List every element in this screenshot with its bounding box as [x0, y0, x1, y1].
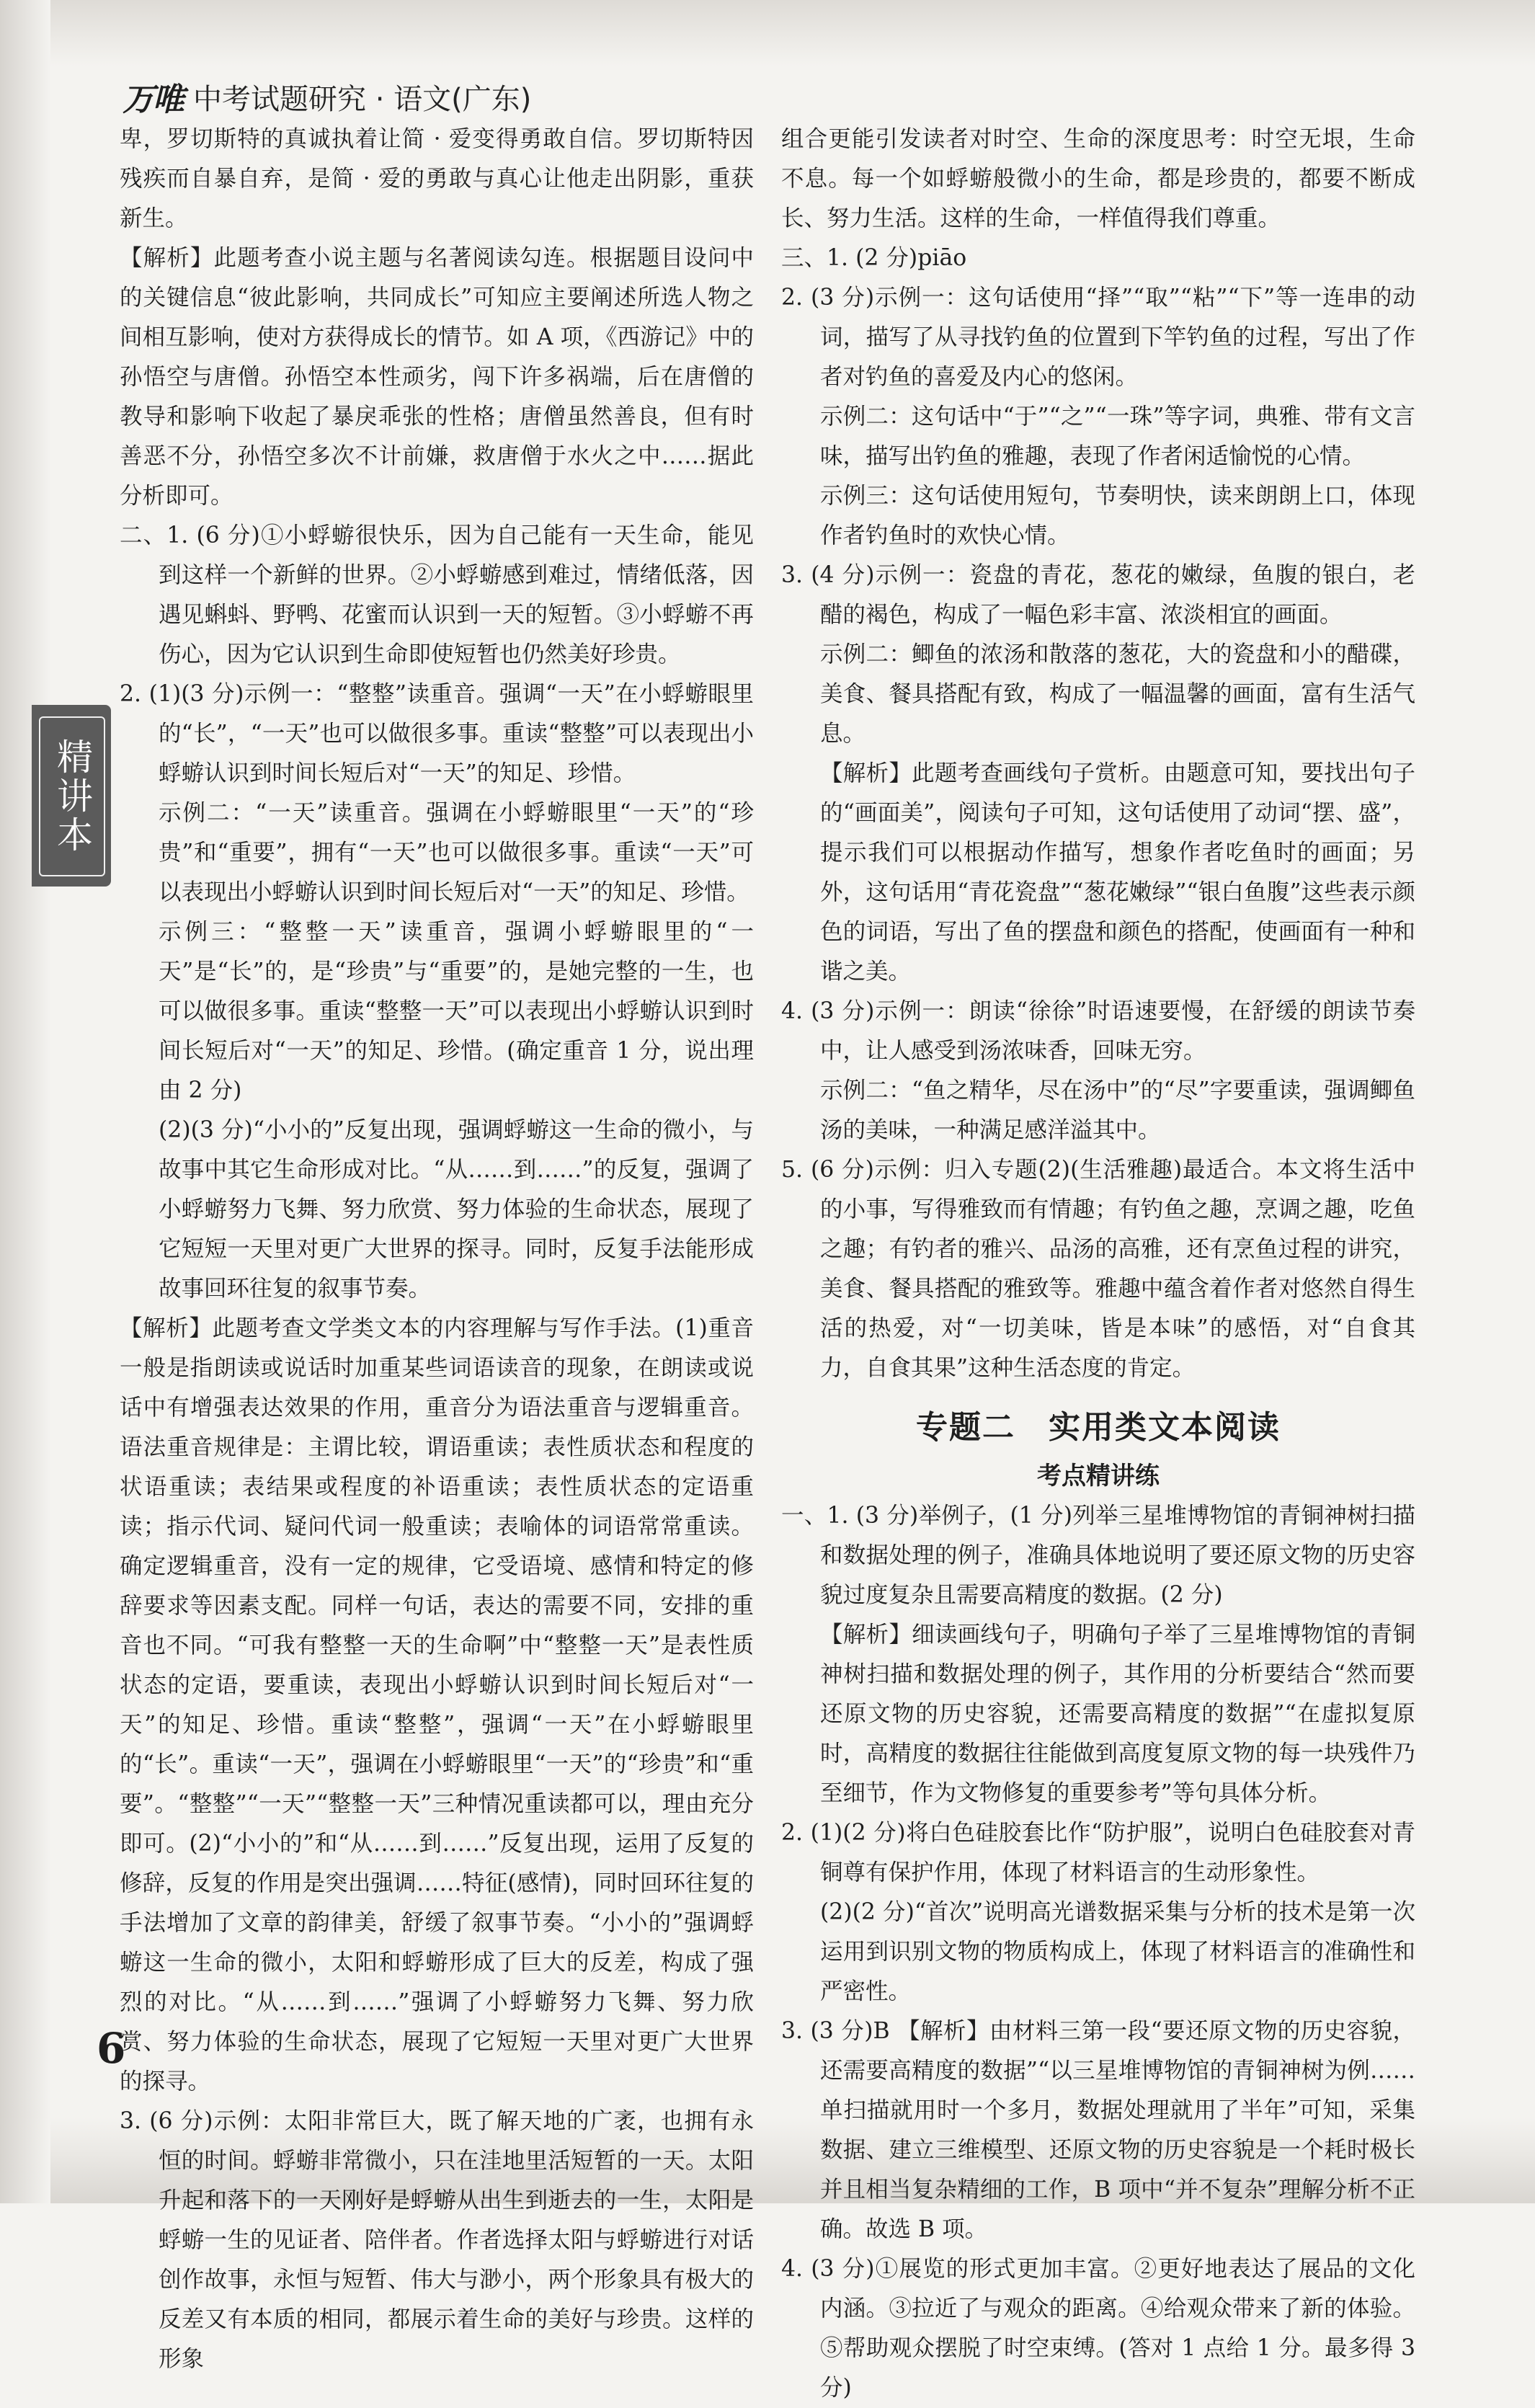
brand-logo: 万唯: [123, 81, 183, 118]
answer-item: 2. (3 分)示例一：这句话使用“择”“取”“粘”“下”等一连串的动词，描写了从寻找钓鱼的位置到下竿钓鱼的过程，写出了作者对钓鱼的喜爱及内心的悠闲。: [781, 285, 1415, 390]
analysis-paragraph: 【解析】此题考查小说主题与名著阅读勾连。根据题目设问中的关键信息“彼此影响，共同成长”可知应主要阐述所选人物之间相互影响，使对方获得成长的情节。如 A 项，《西游记》中的孙悟空与唐僧。孙悟空本性顽劣，闯下许多祸端，后在唐僧的教导和影响下收起了暴戾乖张的性格；唐僧虽然善良，但有时善恶不分，孙悟空多次不计前嫌，救唐僧于水火之中……据此分析即可。: [120, 245, 754, 509]
answer-item: 4. (3 分)①展览的形式更加丰富。②更好地表达了展品的文化内涵。③拉近了与观众的距离。④给观众带来了新的体验。⑤帮助观众摆脱了时空束缚。(答对 1 点给 1 分。最多得 3 分): [781, 2256, 1415, 2401]
analysis-paragraph: 【解析】此题考查画线句子赏析。由题意可知，要找出句子的“画面美”，阅读句子可知，这句话使用了动词“摆、盛”，提示我们可以根据动作描写，想象作者吃鱼时的画面；另外，这句话用“青花瓷盘”“葱花嫩绿”“银白鱼腹”这些表示颜色的词语，写出了鱼的摆盘和颜色的搭配，使画面有一种和谐之美。: [820, 760, 1415, 985]
answer-item: 3. (4 分)示例一：瓷盘的青花，葱花的嫩绿，鱼腹的银白，老醋的褐色，构成了一幅色彩丰富、浓淡相宜的画面。: [781, 562, 1415, 628]
running-header: [123, 74, 531, 120]
section-subtitle: 考点精讲练: [1037, 1462, 1160, 1490]
page-edge-top: [0, 0, 1535, 66]
answer-example: 示例三：“整整一天”读重音，强调小蜉蝣眼里的“一天”是“长”的，是“珍贵”与“重要”的，是她完整的一生，也可以做很多事。重读“整整一天”可以表现出小蜉蝣认识到时间长短后对“一天”的知足、珍惜。(确定重音 1 分，说出理由 2 分): [159, 919, 754, 1103]
analysis-paragraph: 【解析】细读画线句子，明确句子举了三星堆博物馆的青铜神树扫描和数据处理的例子，其作用的分析要结合“然而要还原文物的历史容貌，还需要高精度的数据”“在虚拟复原时，高精度的数据往往能做到高度复原文物的每一块残件乃至细节，作为文物修复的重要参考”等句具体分析。: [820, 1622, 1415, 1806]
paragraph: 卑，罗切斯特的真诚执着让简 · 爱变得勇敢自信。罗切斯特因残疾而自暴自弃，是简 · 爱的勇敢与真心让他走出阴影，重获新生。: [120, 126, 754, 231]
analysis-paragraph: 【解析】此题考查文学类文本的内容理解与写作手法。(1)重音一般是指朗读或说话时加重某些词语读音的现象，在朗读或说话中有增强表达效果的作用，重音分为语法重音与逻辑重音。语法重音规律是：主谓比较，谓语重读；表性质状态和程度的状语重读；表结果或程度的补语重读；表性质状态的定语重读；指示代词、疑问代词一般重读；表喻体的词语常常重读。确定逻辑重音，没有一定的规律，它受语境、感情和特定的修辞要求等因素支配。同样一句话，表达的需要不同，安排的重音也不同。“可我有整整一天的生命啊”中“整整一天”是表性质状态的定语，要重读，表现出小蜉蝣认识到时间长短后对“一天”的知足、珍惜。重读“整整”，强调“一天”在小蜉蝣眼里的“长”。重读“一天”，强调在小蜉蝣眼里“一天”的“珍贵”和“重要”。“整整”“一天”“整整一天”三种情况重读都可以，理由充分即可。(2)“小小的”和“从……到……”反复出现，运用了反复的修辞，反复的作用是突出强调……特征(感情)，同时回环往复的手法增加了文章的韵律美，舒缓了叙事节奏。“小小的”强调蜉蝣这一生命的微小，太阳和蜉蝣形成了巨大的反差，构成了强烈的对比。“从……到……”强调了小蜉蝣努力飞舞、努力欣赏、努力体验的生命状态，展现了它短短一天里对更广大世界的探寻。: [120, 1315, 754, 2094]
answer-example: 示例三：这句话使用短句，节奏明快，读来朗朗上口，体现作者钓鱼时的欢快心情。: [820, 483, 1415, 548]
page-edge-left: [0, 0, 50, 2203]
book-title: 中考试题研究 · 语文(广东): [193, 82, 532, 116]
side-tab-label: 精讲本: [39, 716, 105, 876]
section-title: 专题二 实用类文本阅读: [916, 1409, 1281, 1446]
answer-example: 示例二：鲫鱼的浓汤和散落的葱花，大的瓷盘和小的醋碟，美食、餐具搭配有致，构成了一幅温馨的画面，富有生活气息。: [820, 641, 1415, 747]
answer-item: 5. (6 分)示例：归入专题(2)(生活雅趣)最适合。本文将生活中的小事，写得雅致而有情趣；有钓鱼之趣，烹调之趣，吃鱼之趣；有钓者的雅兴、品汤的高雅，还有烹鱼过程的讲究，美食、餐具搭配的雅致等。雅趣中蕴含着作者对悠然自得生活的热爱，对“一切美味，皆是本味”的感悟，对“自食其力，自食其果”这种生活态度的肯定。: [781, 1157, 1415, 1381]
answer-item: 二、1. (6 分)①小蜉蝣很快乐，因为自己能有一天生命，能见到这样一个新鲜的世界。②小蜉蝣感到难过，情绪低落，因遇见蝌蚪、野鸭、花蜜而认识到一天的短暂。③小蜉蝣不再伤心，因为它认识到生命即使短暂也仍然美好珍贵。: [120, 523, 754, 667]
side-tab: [32, 705, 111, 887]
right-column: [781, 120, 1415, 2408]
paragraph: 组合更能引发读者对时空、生命的深度思考：时空无垠，生命不息。每一个如蜉蝣般微小的生命，都是珍贵的，都要不断成长、努力生活。这样的生命，一样值得我们尊重。: [781, 126, 1415, 231]
answer-subitem: (2)(3 分)“小小的”反复出现，强调蜉蝣这一生命的微小，与故事中其它生命形成对比。“从……到……”的反复，强调了小蜉蝣努力飞舞、努力欣赏、努力体验的生命状态，展现了它短短一天里对更广大世界的探寻。同时，反复手法能形成故事回环往复的叙事节奏。: [159, 1117, 754, 1302]
answer-item: 3. (6 分)示例：太阳非常巨大，既了解天地的广袤，也拥有永恒的时间。蜉蝣非常微小，只在洼地里活短暂的一天。太阳升起和落下的一天刚好是蜉蝣从出生到逝去的一生，太阳是蜉蝣一生的见证者、陪伴者。作者选择太阳与蜉蝣进行对话创作故事，永恒与短暂、伟大与渺小，两个形象具有极大的反差又有本质的相同，都展示着生命的美好与珍贵。这样的形象: [120, 2108, 754, 2372]
answer-subitem: (2)(2 分)“首次”说明高光谱数据采集与分析的技术是第一次运用到识别文物的物质构成上，体现了材料语言的准确性和严密性。: [820, 1899, 1415, 2004]
page-number: 6: [97, 2024, 126, 2073]
answer-item: 一、1. (3 分)举例子，(1 分)列举三星堆博物馆的青铜神树扫描和数据处理的例子，准确具体地说明了要还原文物的历史容貌过度复杂且需要高精度的数据。(2 分): [781, 1503, 1415, 1608]
answer-item: 3. (3 分)B 【解析】由材料三第一段“要还原文物的历史容貌，还需要高精度的数据”“以三星堆博物馆的青铜神树为例……单扫描就用时一个多月，数据处理就用了半年”可知，采集数据、建立三维模型、还原文物的历史容貌是一个耗时极长并且相当复杂精细的工作，B 项中“并不复杂”理解分析不正确。故选 B 项。: [781, 2018, 1415, 2242]
answer-example: 示例二：这句话中“于”“之”“一珠”等字词，典雅、带有文言味，描写出钓鱼的雅趣，表现了作者闲适愉悦的心情。: [820, 404, 1415, 469]
answer-item: 4. (3 分)示例一：朗读“徐徐”时语速要慢，在舒缓的朗读节奏中，让人感受到汤浓味香，回味无穷。: [781, 998, 1415, 1064]
answer-example: 示例二：“鱼之精华，尽在汤中”的“尽”字要重读，强调鲫鱼汤的美味，一种满足感洋溢其中。: [820, 1078, 1415, 1143]
answer-item: 2. (1)(3 分)示例一：“整整”读重音。强调“一天”在小蜉蝣眼里的“长”，“一天”也可以做很多事。重读“整整”可以表现出小蜉蝣认识到时间长短后对“一天”的知足、珍惜。: [120, 681, 754, 786]
answer-example: 示例二：“一天”读重音。强调在小蜉蝣眼里“一天”的“珍贵”和“重要”，拥有“一天”也可以做很多事。重读“一天”可以表现出小蜉蝣认识到时间长短后对“一天”的知足、珍惜。: [159, 800, 754, 905]
answer-item: 2. (1)(2 分)将白色硅胶套比作“防护服”，说明白色硅胶套对青铜尊有保护作用，体现了材料语言的生动形象性。: [781, 1820, 1415, 1885]
left-column: [120, 120, 754, 2379]
answer-item: 三、1. (2 分)piāo: [781, 245, 967, 271]
